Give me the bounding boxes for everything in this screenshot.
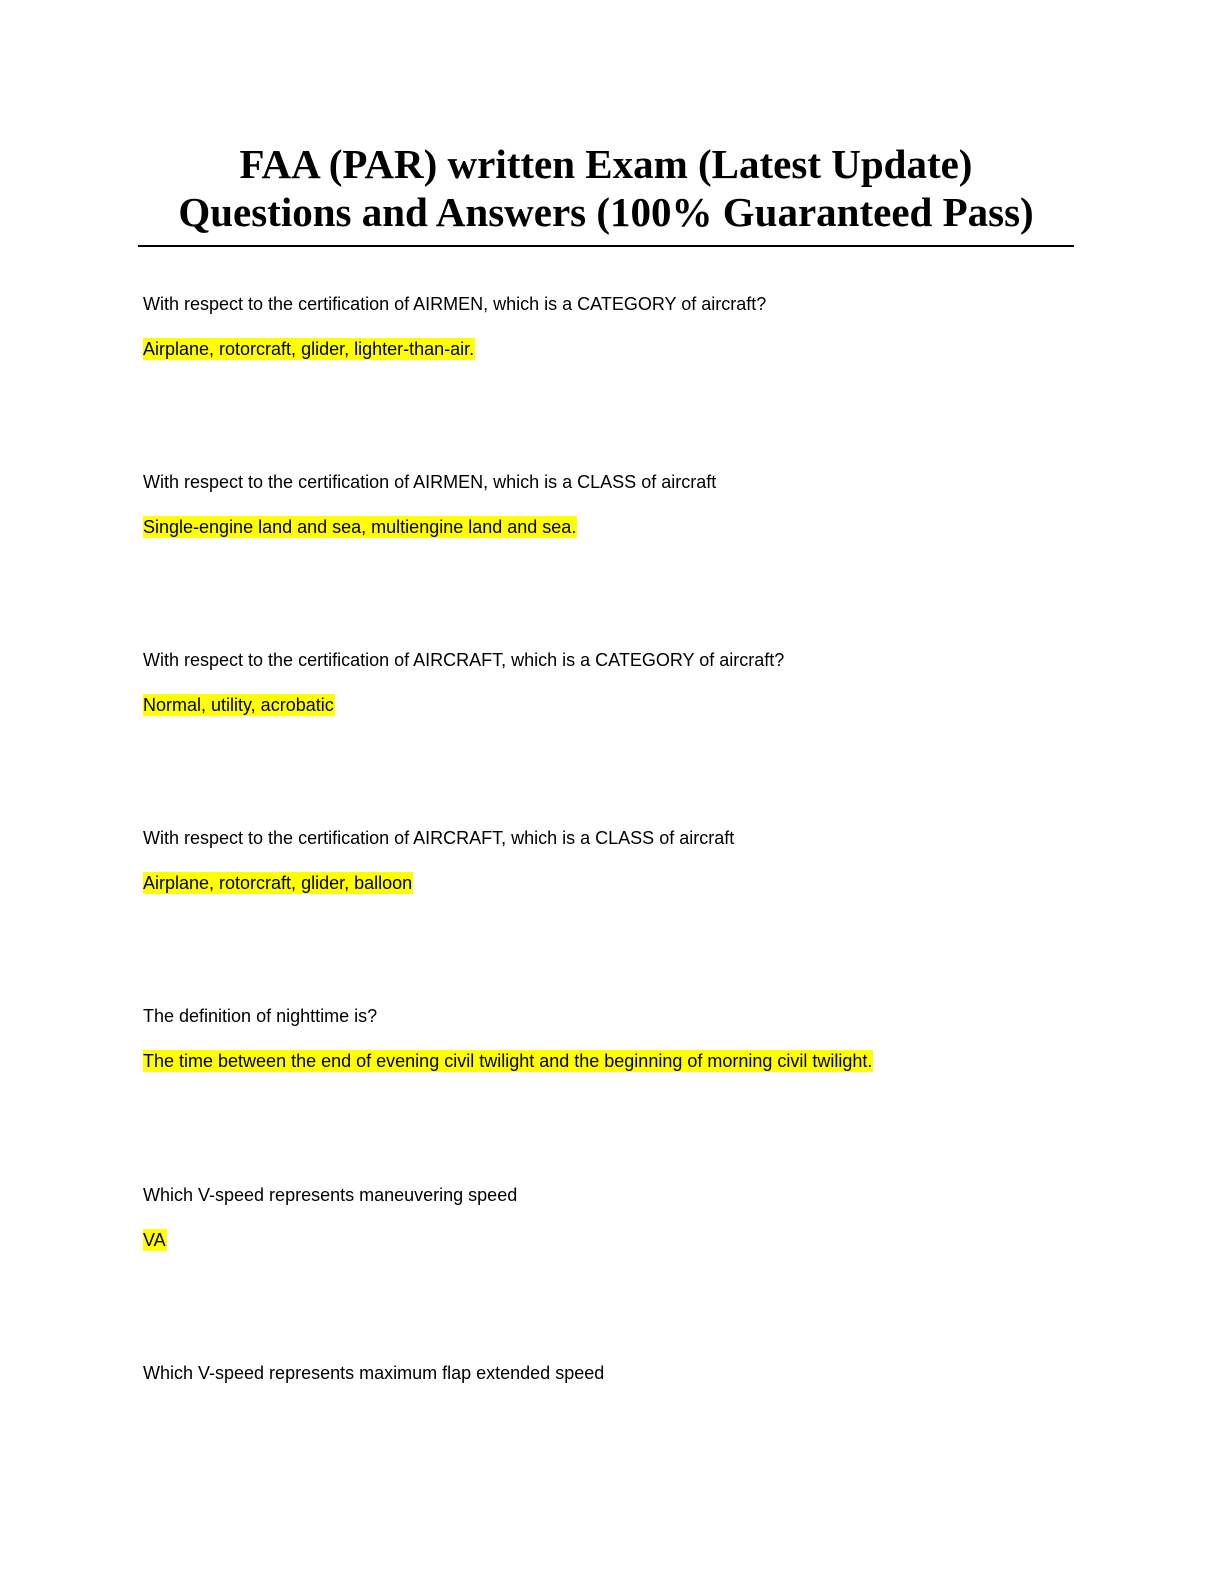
title-underline (138, 245, 1074, 247)
answer-highlight: Normal, utility, acrobatic (143, 695, 334, 715)
answer-highlight: VA (143, 1230, 166, 1250)
answer-highlight: Single-engine land and sea, multiengine land and sea. (143, 517, 577, 537)
answer-highlight: The time between the end of evening civil twilight and the beginning of morning civil twilight. (143, 1051, 873, 1071)
title-line-1: FAA (PAR) written Exam (Latest Update) (239, 141, 973, 187)
question-text: The definition of nighttime is? (143, 1006, 378, 1026)
qa-item-4 (143, 827, 734, 894)
document-title (138, 140, 1074, 236)
question-text: Which V-speed represents maneuvering speed (143, 1185, 518, 1205)
question-text: With respect to the certification of AIRCRAFT, which is a CATEGORY of aircraft? (143, 650, 785, 670)
question-text: Which V-speed represents maximum flap extended speed (143, 1363, 605, 1383)
answer-highlight: Airplane, rotorcraft, glider, balloon (143, 873, 413, 893)
question-text: With respect to the certification of AIRMEN, which is a CLASS of aircraft (143, 472, 717, 492)
qa-item-2 (143, 471, 716, 538)
answer-highlight: Airplane, rotorcraft, glider, lighter-than-air. (143, 339, 475, 359)
qa-item-7 (143, 1362, 604, 1384)
qa-item-3 (143, 649, 784, 716)
question-text: With respect to the certification of AIRMEN, which is a CATEGORY of aircraft? (143, 294, 767, 314)
qa-item-5 (143, 1005, 873, 1072)
qa-item-6 (143, 1184, 517, 1251)
question-text: With respect to the certification of AIRCRAFT, which is a CLASS of aircraft (143, 828, 735, 848)
title-line-2: Questions and Answers (100% Guaranteed Pass) (178, 189, 1034, 235)
qa-item-1 (143, 293, 766, 360)
